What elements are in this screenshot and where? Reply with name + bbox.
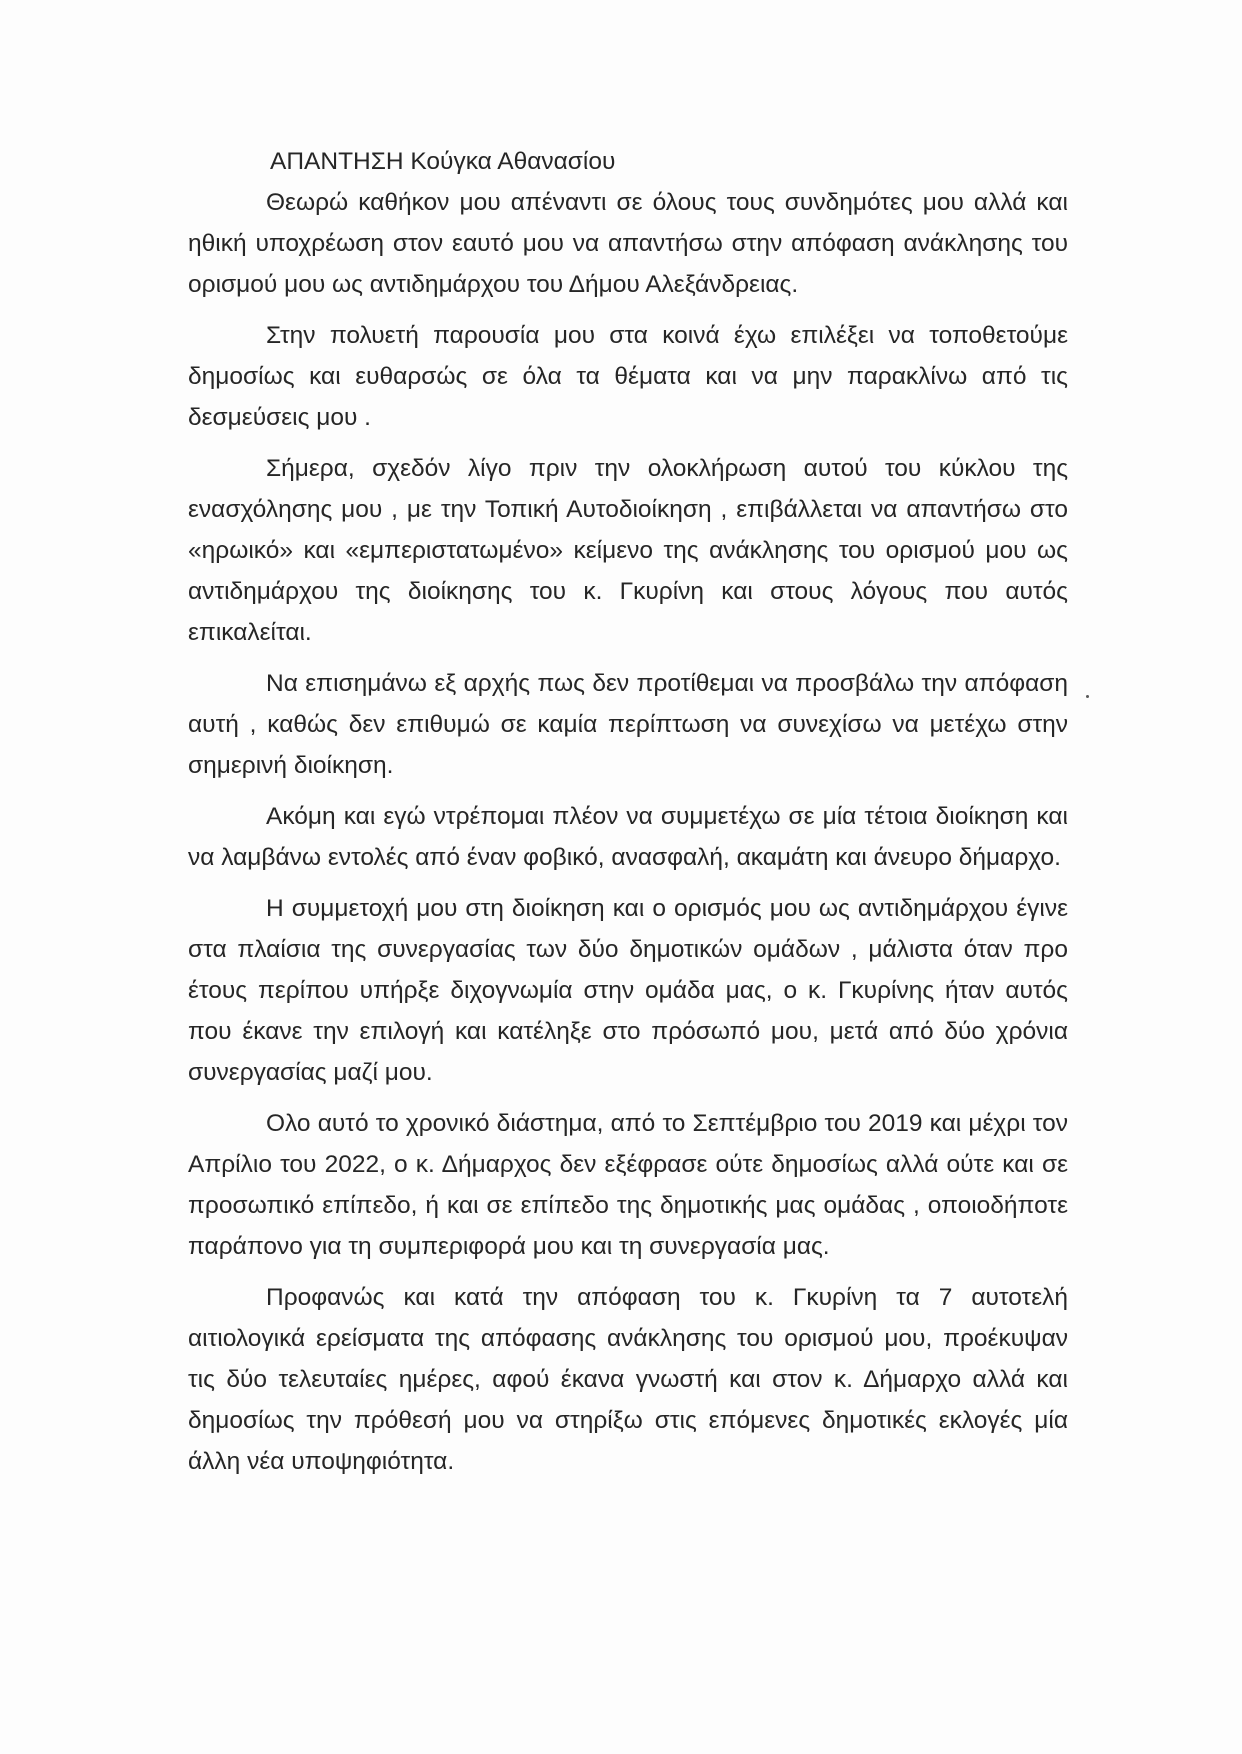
paragraph-1: Θεωρώ καθήκον μου απέναντι σε όλους τους συνδημότες μου αλλά και ηθική υποχρέωση στον εαυτό μου να απαντήσω στην απόφαση ανάκλησης του ορισμού μου ως αντιδημάρχου του Δήμου Αλεξάνδρειας. [188,189,1068,298]
paragraph-4: Να επισημάνω εξ αρχής πως δεν προτίθεμαι να προσβάλω την απόφαση αυτή , καθώς δεν επιθυμώ σε καμία περίπτωση να συνεχίσω να μετέχω στην σημερινή διοίκηση. [188,670,1068,779]
paragraph-3: Σήμερα, σχεδόν λίγο πριν την ολοκλήρωση αυτού του κύκλου της ενασχόλησης μου , με την Τοπική Αυτοδιοίκηση , επιβάλλεται να απαντήσω στο «ηρωικό» και «εμπεριστατωμένο» κείμενο της ανάκλησης του ορισμού μου ως αντιδημάρχου της διοίκησης του κ. Γκυρίνη και στους λόγους που αυτός επικαλείται. [188,455,1068,646]
paragraph-2: Στην πολυετή παρουσία μου στα κοινά έχω επιλέξει να τοποθετούμε δημοσίως και ευθαρσώς σε όλα τα θέματα και να μην παρακλίνω από τις δεσμεύσεις μου . [188,322,1068,431]
paragraph-5: Ακόμη και εγώ ντρέπομαι πλέον να συμμετέχω σε μία τέτοια διοίκηση και να λαμβάνω εντολές από έναν φοβικό, ανασφαλή, ακαμάτη και άνευρο δήμαρχο. [188,803,1068,871]
document-heading: ΑΠΑΝΤΗΣΗ Κούγκα Αθανασίου [270,148,616,175]
paragraph-7: Ολο αυτό το χρονικό διάστημα, από το Σεπτέμβριο του 2019 και μέχρι τον Απρίλιο του 2022, ο κ. Δήμαρχος δεν εξέφρασε ούτε δημοσίως αλλά ούτε και σε προσωπικό επίπεδο, ή και σε επίπεδο της δημοτικής μας ομάδας , οποιοδήποτε παράπονο για τη συμπεριφορά μου και τη συνεργασία μας. [188,1110,1068,1260]
paragraph-6: Η συμμετοχή μου στη διοίκηση και ο ορισμός μου ως αντιδημάρχου έγινε στα πλαίσια της συνεργασίας των δύο δημοτικών ομάδων , μάλιστα όταν προ έτους περίπου υπήρξε διχογνωμία στην ομάδα μας, ο κ. Γκυρίνης ήταν αυτός που έκανε την επιλογή και κατέληξε στο πρόσωπό μου, μετά από δύο χρόνια συνεργασίας μαζί μου. [188,895,1068,1086]
document-body [188,141,1068,1492]
paragraph-8: Προφανώς και κατά την απόφαση του κ. Γκυρίνη τα 7 αυτοτελή αιτιολογικά ερείσματα της απόφασης ανάκλησης του ορισμού μου, προέκυψαν τις δύο τελευταίες ημέρες, αφού έκανα γνωστή και στον κ. Δήμαρχο αλλά και δημοσίως την πρόθεσή μου να στηρίξω στις επόμενες δημοτικές εκλογές μία άλλη νέα υποψηφιότητα. [188,1284,1068,1475]
scan-speck [1086,695,1089,698]
